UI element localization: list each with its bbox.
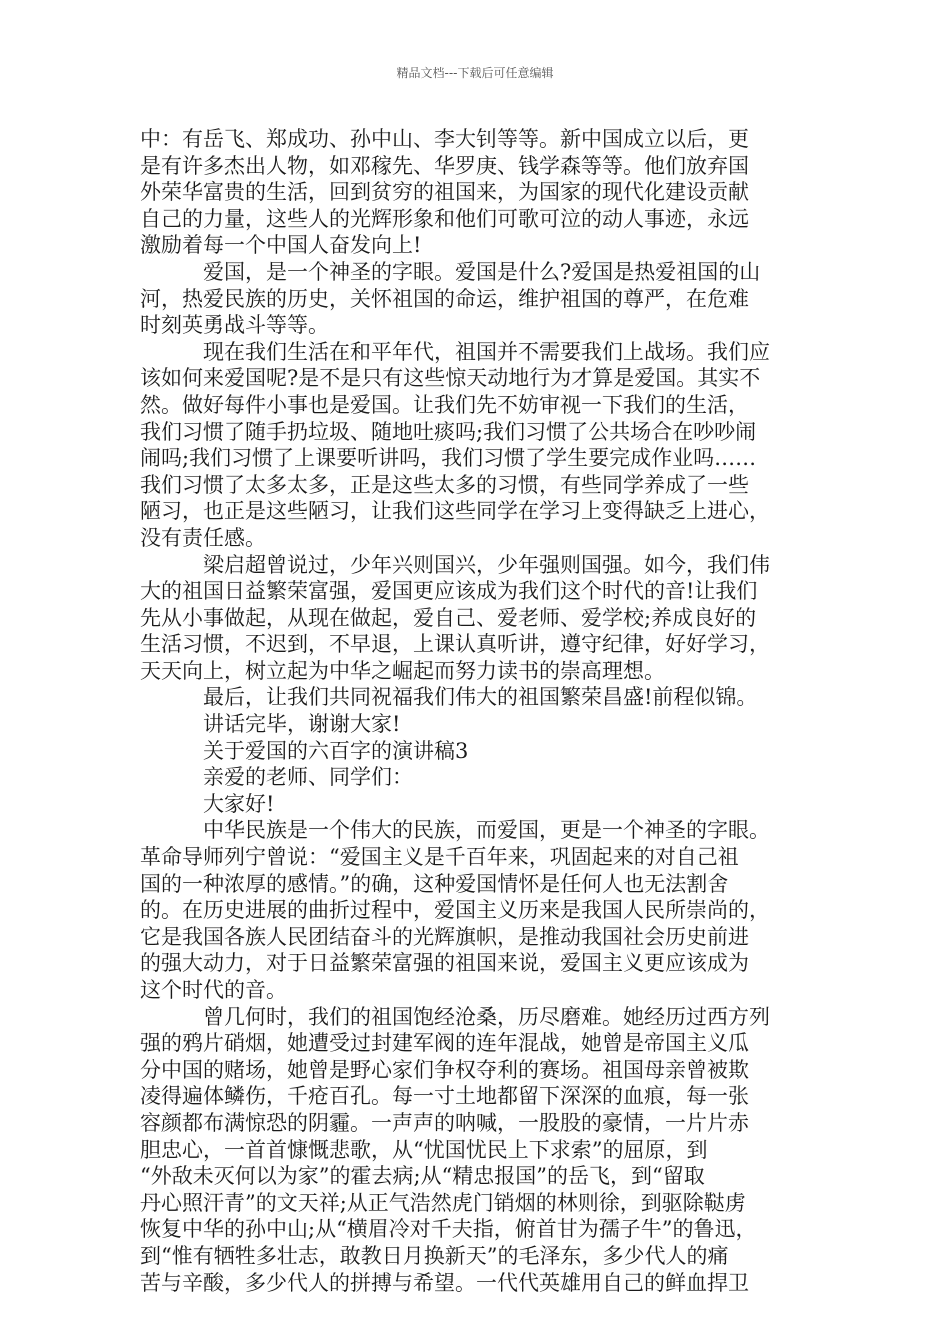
document-body bbox=[140, 126, 830, 1296]
text-line: 丹心照汗青”的文天祥;从正气浩然虎门销烟的林则徐，到驱除鞑虏 bbox=[140, 1190, 746, 1215]
text-line: 革命导师列宁曾说：“爱国主义是千百年来，巩固起来的对自己祖 bbox=[140, 845, 739, 870]
text-line: 讲话完毕，谢谢大家! bbox=[203, 712, 401, 737]
text-line: 外荣华富贵的生活，回到贫穷的祖国来，为国家的现代化建设贡献 bbox=[140, 180, 749, 205]
text-line: 自己的力量，这些人的光辉形象和他们可歌可泣的动人事迹，永远 bbox=[140, 206, 749, 231]
text-line: “外敌未灭何以为家”的霍去病;从“精忠报国”的岳飞，到“留取 bbox=[140, 1164, 705, 1189]
text-line: 是有许多杰出人物，如邓稼先、华罗庚、钱学森等等。他们放弃国 bbox=[140, 153, 749, 178]
text-line: 陋习，也正是这些陋习，让我们这些同学在学习上变得缺乏上进心， bbox=[140, 499, 770, 524]
text-line: 苦与辛酸，多少代人的拼搏与希望。一代代英雄用自己的鲜血捍卫 bbox=[140, 1270, 749, 1295]
text-line: 关于爱国的六百字的演讲稿3 bbox=[203, 738, 469, 763]
text-line: 强的鸦片硝烟，她遭受过封建军阀的连年混战，她曾是帝国主义瓜 bbox=[140, 1031, 749, 1056]
text-line: 没有责任感。 bbox=[140, 525, 266, 550]
text-line: 爱国，是一个神圣的字眼。爱国是什么?爱国是热爱祖国的山 bbox=[203, 259, 761, 284]
text-line: 的。在历史进展的曲折过程中，爱国主义历来是我国人民所崇尚的， bbox=[140, 898, 770, 923]
text-line: 胆忠心，一首首慷慨悲歌，从“忧国忧民上下求索”的屈原，到 bbox=[140, 1137, 708, 1162]
text-line: 现在我们生活在和平年代，祖国并不需要我们上战场。我们应 bbox=[203, 339, 770, 364]
text-line: 亲爱的老师、同学们： bbox=[203, 765, 413, 790]
text-line: 生活习惯，不迟到，不早退，上课认真听讲，遵守纪律，好好学习， bbox=[140, 632, 770, 657]
text-line: 梁启超曾说过，少年兴则国兴，少年强则国强。如今，我们伟 bbox=[203, 552, 770, 577]
text-line: 这个时代的音。 bbox=[140, 978, 287, 1002]
text-line: 激励着每一个中国人奋发向上! bbox=[140, 233, 422, 258]
text-line: 河，热爱民族的历史，关怀祖国的命运，维护祖国的尊严，在危难 bbox=[140, 286, 749, 311]
text-line: 到“惟有牺牲多壮志，敢教日月换新天”的毛泽东，多少代人的痛 bbox=[140, 1243, 729, 1268]
text-line: 凌得遍体鳞伤，千疮百孔。每一寸土地都留下深深的血痕，每一张 bbox=[140, 1084, 749, 1109]
text-line: 闹吗;我们习惯了上课要听讲吗，我们习惯了学生要完成作业吗…… bbox=[140, 446, 757, 471]
text-line: 该如何来爱国呢?是不是只有这些惊天动地行为才算是爱国。其实不 bbox=[140, 366, 761, 391]
text-line: 中：有岳飞、郑成功、孙中山、李大钊等等。新中国成立以后，更 bbox=[140, 127, 749, 151]
text-line: 大家好! bbox=[203, 791, 275, 816]
text-line: 我们习惯了随手扔垃圾、随地吐痰吗;我们习惯了公共场合在吵吵闹 bbox=[140, 419, 757, 444]
text-line: 时刻英勇战斗等等。 bbox=[140, 313, 329, 338]
text-line: 我们习惯了太多太多，正是这些太多的习惯，有些同学养成了一些 bbox=[140, 472, 749, 497]
text-line: 天天向上，树立起为中华之崛起而努力读书的崇高理想。 bbox=[140, 658, 665, 683]
text-line: 国的一种浓厚的感情。”的确，这种爱国情怀是任何人也无法割舍 bbox=[140, 871, 729, 896]
text-line: 曾几何时，我们的祖国饱经沧桑，历尽磨难。她经历过西方列 bbox=[203, 1004, 770, 1029]
page-header: 精品文档---下载后可任意编辑 bbox=[396, 66, 554, 80]
text-line: 恢复中华的孙中山;从“横眉冷对千夫指，俯首甘为孺子牛”的鲁迅， bbox=[140, 1217, 757, 1242]
text-line: 最后，让我们共同祝福我们伟大的祖国繁荣昌盛!前程似锦。 bbox=[203, 685, 758, 710]
text-line: 容颜都布满惊恐的阴霾。一声声的呐喊，一股股的豪情，一片片赤 bbox=[140, 1110, 749, 1135]
text-line: 的强大动力，对于日益繁荣富强的祖国来说，爱国主义更应该成为 bbox=[140, 951, 749, 976]
text-line: 然。做好每件小事也是爱国。让我们先不妨审视一下我们的生活， bbox=[140, 392, 749, 417]
text-line: 它是我国各族人民团结奋斗的光辉旗帜，是推动我国社会历史前进 bbox=[140, 924, 749, 949]
text-line: 大的祖国日益繁荣富强，爱国更应该成为我们这个时代的音!让我们 bbox=[140, 579, 758, 604]
text-line: 中华民族是一个伟大的民族，而爱国，更是一个神圣的字眼。 bbox=[203, 818, 770, 843]
text-line: 先从小事做起，从现在做起，爱自己、爱老师、爱学校;养成良好的 bbox=[140, 605, 757, 630]
text-line: 分中国的赌场，她曾是野心家们争权夺利的赛场。祖国母亲曾被欺 bbox=[140, 1057, 749, 1082]
